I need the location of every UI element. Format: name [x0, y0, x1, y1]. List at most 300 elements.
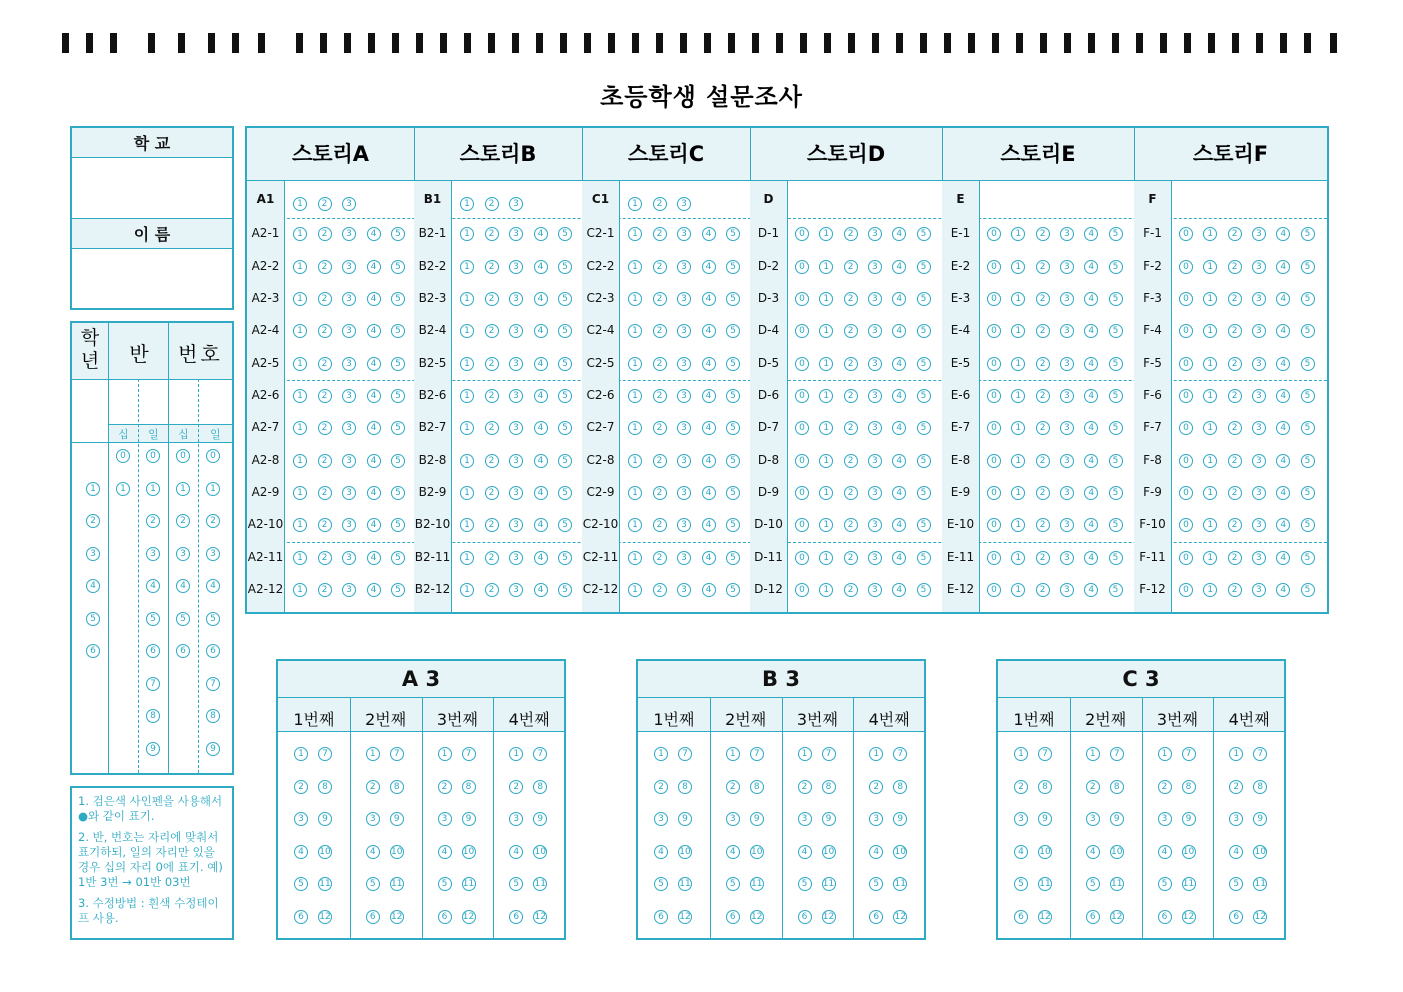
- rank-bubble[interactable]: 2: [366, 780, 380, 794]
- rank-bubble[interactable]: 7: [1182, 747, 1196, 761]
- answer-bubble[interactable]: 3: [1060, 454, 1074, 468]
- answer-bubble[interactable]: 5: [1109, 292, 1123, 306]
- answer-bubble[interactable]: 0: [987, 583, 1001, 597]
- answer-bubble[interactable]: 1: [819, 551, 833, 565]
- answer-bubble[interactable]: 1: [293, 486, 307, 500]
- answer-bubble[interactable]: 4: [1276, 583, 1290, 597]
- answer-bubble[interactable]: 2: [485, 260, 499, 274]
- answer-bubble[interactable]: 1: [819, 260, 833, 274]
- id-bubble-num-ones[interactable]: 4: [206, 579, 220, 593]
- answer-bubble[interactable]: 4: [702, 518, 716, 532]
- answer-bubble[interactable]: 3: [509, 324, 523, 338]
- rank-bubble[interactable]: 3: [1014, 812, 1028, 826]
- rank-bubble[interactable]: 10: [319, 846, 331, 857]
- rank-bubble[interactable]: 9: [1038, 812, 1052, 826]
- answer-bubble[interactable]: 2: [318, 486, 332, 500]
- rank-bubble[interactable]: 4: [869, 845, 883, 859]
- rank-bubble[interactable]: 9: [750, 812, 764, 826]
- answer-bubble[interactable]: 4: [367, 454, 381, 468]
- answer-bubble[interactable]: 1: [628, 454, 642, 468]
- rank-bubble[interactable]: 2: [438, 780, 452, 794]
- rank-bubble[interactable]: 2: [1158, 780, 1172, 794]
- rank-bubble[interactable]: 7: [1038, 747, 1052, 761]
- answer-bubble[interactable]: 1: [1203, 551, 1217, 565]
- answer-bubble[interactable]: 3: [509, 486, 523, 500]
- answer-bubble[interactable]: 3: [677, 583, 691, 597]
- answer-bubble[interactable]: 1: [460, 292, 474, 306]
- answer-bubble[interactable]: 1: [460, 551, 474, 565]
- answer-bubble[interactable]: 2: [844, 421, 858, 435]
- answer-bubble[interactable]: 2: [485, 227, 499, 241]
- rank-bubble[interactable]: 8: [678, 780, 692, 794]
- answer-bubble[interactable]: 5: [1301, 421, 1315, 435]
- answer-bubble[interactable]: 2: [844, 389, 858, 403]
- rank-bubble[interactable]: 1: [869, 747, 883, 761]
- id-bubble-num-ones[interactable]: 1: [206, 482, 220, 496]
- answer-bubble[interactable]: 4: [534, 292, 548, 306]
- answer-bubble[interactable]: 0: [1179, 357, 1193, 371]
- answer-bubble[interactable]: 3: [509, 227, 523, 241]
- answer-bubble[interactable]: 3: [868, 551, 882, 565]
- id-bubble-num-ones[interactable]: 5: [206, 612, 220, 626]
- id-bubble-num-ones[interactable]: 8: [206, 709, 220, 723]
- answer-bubble[interactable]: 5: [558, 260, 572, 274]
- answer-bubble[interactable]: 5: [391, 421, 405, 435]
- rank-bubble[interactable]: 7: [390, 747, 404, 761]
- answer-bubble[interactable]: 3: [1060, 583, 1074, 597]
- rank-bubble[interactable]: 2: [509, 780, 523, 794]
- rank-bubble[interactable]: 1: [654, 747, 668, 761]
- rank-bubble[interactable]: 10: [534, 846, 546, 857]
- id-bubble-class-ones[interactable]: 3: [146, 547, 160, 561]
- answer-bubble[interactable]: 1: [1011, 260, 1025, 274]
- answer-bubble[interactable]: 3: [677, 357, 691, 371]
- answer-bubble[interactable]: 5: [1301, 260, 1315, 274]
- answer-bubble[interactable]: 2: [485, 197, 499, 211]
- answer-bubble[interactable]: 4: [534, 357, 548, 371]
- answer-bubble[interactable]: 1: [1203, 260, 1217, 274]
- rank-bubble[interactable]: 5: [1229, 877, 1243, 891]
- answer-bubble[interactable]: 0: [795, 583, 809, 597]
- answer-bubble[interactable]: 3: [1252, 486, 1266, 500]
- answer-bubble[interactable]: 2: [653, 486, 667, 500]
- answer-bubble[interactable]: 5: [1109, 583, 1123, 597]
- answer-bubble[interactable]: 4: [892, 389, 906, 403]
- answer-bubble[interactable]: 4: [1084, 421, 1098, 435]
- rank-bubble[interactable]: 2: [1014, 780, 1028, 794]
- answer-bubble[interactable]: 1: [1011, 551, 1025, 565]
- answer-bubble[interactable]: 5: [1301, 583, 1315, 597]
- answer-bubble[interactable]: 4: [534, 389, 548, 403]
- answer-bubble[interactable]: 3: [509, 292, 523, 306]
- answer-bubble[interactable]: 3: [868, 454, 882, 468]
- answer-bubble[interactable]: 4: [892, 227, 906, 241]
- answer-bubble[interactable]: 3: [509, 551, 523, 565]
- rank-bubble[interactable]: 5: [726, 877, 740, 891]
- answer-bubble[interactable]: 2: [1036, 583, 1050, 597]
- answer-bubble[interactable]: 3: [677, 389, 691, 403]
- rank-bubble[interactable]: 7: [318, 747, 332, 761]
- rank-bubble[interactable]: 8: [1038, 780, 1052, 794]
- rank-bubble[interactable]: 11: [319, 879, 331, 889]
- rank-bubble[interactable]: 10: [822, 846, 835, 857]
- answer-bubble[interactable]: 2: [485, 292, 499, 306]
- answer-bubble[interactable]: 0: [1179, 454, 1193, 468]
- answer-bubble[interactable]: 4: [367, 357, 381, 371]
- answer-bubble[interactable]: 2: [653, 292, 667, 306]
- rank-bubble[interactable]: 12: [679, 911, 691, 922]
- answer-bubble[interactable]: 5: [1301, 324, 1315, 338]
- answer-bubble[interactable]: 5: [558, 389, 572, 403]
- rank-bubble[interactable]: 8: [893, 780, 907, 794]
- rank-bubble[interactable]: 8: [750, 780, 764, 794]
- answer-bubble[interactable]: 3: [509, 518, 523, 532]
- rank-bubble[interactable]: 6: [726, 910, 740, 924]
- answer-bubble[interactable]: 2: [1036, 292, 1050, 306]
- rank-bubble[interactable]: 1: [1014, 747, 1028, 761]
- rank-bubble[interactable]: 10: [462, 846, 475, 857]
- answer-bubble[interactable]: 1: [460, 518, 474, 532]
- answer-bubble[interactable]: 2: [1228, 551, 1242, 565]
- answer-bubble[interactable]: 4: [367, 518, 381, 532]
- answer-bubble[interactable]: 4: [1084, 583, 1098, 597]
- answer-bubble[interactable]: 1: [628, 292, 642, 306]
- rank-bubble[interactable]: 5: [1158, 877, 1172, 891]
- answer-bubble[interactable]: 4: [1084, 324, 1098, 338]
- rank-bubble[interactable]: 6: [294, 910, 308, 924]
- rank-bubble[interactable]: 12: [462, 911, 475, 922]
- answer-bubble[interactable]: 4: [367, 583, 381, 597]
- answer-bubble[interactable]: 5: [917, 486, 931, 500]
- answer-bubble[interactable]: 5: [726, 357, 740, 371]
- answer-bubble[interactable]: 3: [1060, 518, 1074, 532]
- answer-bubble[interactable]: 3: [868, 260, 882, 274]
- answer-bubble[interactable]: 4: [702, 227, 716, 241]
- answer-bubble[interactable]: 3: [342, 486, 356, 500]
- answer-bubble[interactable]: 4: [534, 260, 548, 274]
- answer-bubble[interactable]: 1: [819, 486, 833, 500]
- answer-bubble[interactable]: 3: [677, 292, 691, 306]
- answer-bubble[interactable]: 0: [1179, 421, 1193, 435]
- rank-bubble[interactable]: 8: [1182, 780, 1196, 794]
- answer-bubble[interactable]: 5: [558, 486, 572, 500]
- id-bubble-num-ones[interactable]: 7: [206, 677, 220, 691]
- answer-bubble[interactable]: 3: [1060, 421, 1074, 435]
- rank-bubble[interactable]: 4: [798, 845, 812, 859]
- answer-bubble[interactable]: 1: [460, 389, 474, 403]
- answer-bubble[interactable]: 3: [677, 421, 691, 435]
- rank-bubble[interactable]: 1: [366, 747, 380, 761]
- answer-bubble[interactable]: 4: [367, 260, 381, 274]
- rank-bubble[interactable]: 3: [366, 812, 380, 826]
- rank-bubble[interactable]: 6: [1158, 910, 1172, 924]
- rank-bubble[interactable]: 5: [509, 877, 523, 891]
- answer-bubble[interactable]: 3: [1252, 227, 1266, 241]
- answer-bubble[interactable]: 4: [1276, 486, 1290, 500]
- answer-bubble[interactable]: 3: [342, 389, 356, 403]
- answer-bubble[interactable]: 1: [628, 260, 642, 274]
- id-bubble-class-ones[interactable]: 0: [146, 449, 160, 463]
- answer-bubble[interactable]: 2: [1228, 260, 1242, 274]
- answer-bubble[interactable]: 5: [1301, 389, 1315, 403]
- answer-bubble[interactable]: 4: [702, 421, 716, 435]
- rank-bubble[interactable]: 4: [366, 845, 380, 859]
- answer-bubble[interactable]: 2: [485, 357, 499, 371]
- answer-bubble[interactable]: 5: [558, 292, 572, 306]
- answer-bubble[interactable]: 3: [868, 486, 882, 500]
- rank-bubble[interactable]: 3: [438, 812, 452, 826]
- answer-bubble[interactable]: 2: [1036, 324, 1050, 338]
- rank-bubble[interactable]: 10: [391, 846, 403, 857]
- answer-bubble[interactable]: 0: [987, 227, 1001, 241]
- answer-bubble[interactable]: 4: [1276, 227, 1290, 241]
- answer-bubble[interactable]: 2: [1036, 421, 1050, 435]
- rank-bubble[interactable]: 12: [391, 911, 403, 922]
- answer-bubble[interactable]: 5: [391, 486, 405, 500]
- answer-bubble[interactable]: 4: [1084, 389, 1098, 403]
- rank-bubble[interactable]: 2: [294, 780, 308, 794]
- answer-bubble[interactable]: 5: [391, 389, 405, 403]
- answer-bubble[interactable]: 3: [342, 260, 356, 274]
- answer-bubble[interactable]: 5: [726, 421, 740, 435]
- rank-bubble[interactable]: 3: [509, 812, 523, 826]
- answer-bubble[interactable]: 2: [1228, 324, 1242, 338]
- answer-bubble[interactable]: 1: [1011, 518, 1025, 532]
- answer-bubble[interactable]: 2: [485, 421, 499, 435]
- rank-bubble[interactable]: 10: [894, 846, 906, 857]
- answer-bubble[interactable]: 3: [1252, 551, 1266, 565]
- answer-bubble[interactable]: 0: [795, 486, 809, 500]
- answer-bubble[interactable]: 2: [1228, 454, 1242, 468]
- answer-bubble[interactable]: 1: [1203, 227, 1217, 241]
- rank-bubble[interactable]: 10: [1254, 846, 1266, 857]
- id-bubble-num-tens[interactable]: 2: [176, 514, 190, 528]
- answer-bubble[interactable]: 5: [391, 292, 405, 306]
- answer-bubble[interactable]: 1: [293, 389, 307, 403]
- answer-bubble[interactable]: 4: [702, 292, 716, 306]
- answer-bubble[interactable]: 4: [892, 486, 906, 500]
- answer-bubble[interactable]: 5: [1301, 292, 1315, 306]
- answer-bubble[interactable]: 3: [342, 454, 356, 468]
- answer-bubble[interactable]: 5: [917, 260, 931, 274]
- answer-bubble[interactable]: 2: [318, 197, 332, 211]
- rank-bubble[interactable]: 1: [1229, 747, 1243, 761]
- answer-bubble[interactable]: 5: [726, 324, 740, 338]
- answer-bubble[interactable]: 0: [795, 292, 809, 306]
- answer-bubble[interactable]: 2: [844, 227, 858, 241]
- answer-bubble[interactable]: 3: [509, 583, 523, 597]
- rank-bubble[interactable]: 11: [1254, 879, 1266, 889]
- answer-bubble[interactable]: 2: [1228, 227, 1242, 241]
- answer-bubble[interactable]: 1: [628, 227, 642, 241]
- answer-bubble[interactable]: 3: [342, 551, 356, 565]
- answer-bubble[interactable]: 5: [558, 421, 572, 435]
- rank-bubble[interactable]: 11: [679, 879, 691, 889]
- answer-bubble[interactable]: 0: [1179, 227, 1193, 241]
- rank-bubble[interactable]: 6: [654, 910, 668, 924]
- answer-bubble[interactable]: 0: [987, 389, 1001, 403]
- answer-bubble[interactable]: 4: [367, 292, 381, 306]
- answer-bubble[interactable]: 1: [819, 227, 833, 241]
- answer-bubble[interactable]: 0: [795, 324, 809, 338]
- answer-bubble[interactable]: 1: [293, 324, 307, 338]
- answer-bubble[interactable]: 5: [1301, 551, 1315, 565]
- answer-bubble[interactable]: 2: [318, 454, 332, 468]
- answer-bubble[interactable]: 2: [485, 454, 499, 468]
- answer-bubble[interactable]: 1: [293, 357, 307, 371]
- answer-bubble[interactable]: 3: [342, 583, 356, 597]
- answer-bubble[interactable]: 1: [460, 454, 474, 468]
- answer-bubble[interactable]: 3: [1060, 486, 1074, 500]
- rank-bubble[interactable]: 1: [294, 747, 308, 761]
- answer-bubble[interactable]: 5: [917, 518, 931, 532]
- answer-bubble[interactable]: 4: [534, 454, 548, 468]
- id-bubble-num-ones[interactable]: 6: [206, 644, 220, 658]
- answer-bubble[interactable]: 5: [917, 389, 931, 403]
- answer-bubble[interactable]: 2: [844, 357, 858, 371]
- answer-bubble[interactable]: 5: [1301, 227, 1315, 241]
- rank-bubble[interactable]: 1: [438, 747, 452, 761]
- answer-bubble[interactable]: 1: [1011, 421, 1025, 435]
- rank-bubble[interactable]: 12: [822, 911, 835, 922]
- answer-bubble[interactable]: 0: [1179, 324, 1193, 338]
- answer-bubble[interactable]: 1: [819, 421, 833, 435]
- answer-bubble[interactable]: 4: [534, 227, 548, 241]
- id-bubble-num-tens[interactable]: 3: [176, 547, 190, 561]
- answer-bubble[interactable]: 3: [1252, 324, 1266, 338]
- rank-bubble[interactable]: 8: [533, 780, 547, 794]
- answer-bubble[interactable]: 4: [892, 324, 906, 338]
- answer-bubble[interactable]: 1: [1011, 324, 1025, 338]
- rank-bubble[interactable]: 4: [294, 845, 308, 859]
- answer-bubble[interactable]: 1: [1011, 486, 1025, 500]
- rank-bubble[interactable]: 8: [1110, 780, 1124, 794]
- rank-bubble[interactable]: 4: [726, 845, 740, 859]
- id-bubble-num-tens[interactable]: 1: [176, 482, 190, 496]
- rank-bubble[interactable]: 3: [654, 812, 668, 826]
- answer-bubble[interactable]: 1: [460, 260, 474, 274]
- answer-bubble[interactable]: 3: [1060, 389, 1074, 403]
- rank-bubble[interactable]: 5: [1014, 877, 1028, 891]
- answer-bubble[interactable]: 1: [460, 583, 474, 597]
- rank-bubble[interactable]: 9: [1182, 812, 1196, 826]
- answer-bubble[interactable]: 2: [318, 357, 332, 371]
- answer-bubble[interactable]: 1: [460, 357, 474, 371]
- answer-bubble[interactable]: 0: [987, 454, 1001, 468]
- id-bubble-class-ones[interactable]: 4: [146, 579, 160, 593]
- rank-bubble[interactable]: 5: [438, 877, 452, 891]
- answer-bubble[interactable]: 5: [726, 518, 740, 532]
- rank-bubble[interactable]: 8: [318, 780, 332, 794]
- answer-bubble[interactable]: 4: [702, 583, 716, 597]
- answer-bubble[interactable]: 5: [391, 324, 405, 338]
- answer-bubble[interactable]: 4: [1084, 357, 1098, 371]
- answer-bubble[interactable]: 5: [917, 227, 931, 241]
- answer-bubble[interactable]: 1: [293, 227, 307, 241]
- id-bubble-grade[interactable]: 3: [86, 547, 100, 561]
- id-bubble-num-tens[interactable]: 6: [176, 644, 190, 658]
- answer-bubble[interactable]: 4: [367, 421, 381, 435]
- answer-bubble[interactable]: 1: [293, 583, 307, 597]
- id-bubble-grade[interactable]: 4: [86, 579, 100, 593]
- rank-bubble[interactable]: 9: [678, 812, 692, 826]
- answer-bubble[interactable]: 4: [367, 324, 381, 338]
- answer-bubble[interactable]: 1: [819, 583, 833, 597]
- answer-bubble[interactable]: 0: [987, 357, 1001, 371]
- id-bubble-class-tens[interactable]: 1: [116, 482, 130, 496]
- answer-bubble[interactable]: 2: [318, 324, 332, 338]
- rank-bubble[interactable]: 2: [1086, 780, 1100, 794]
- rank-bubble[interactable]: 6: [798, 910, 812, 924]
- rank-bubble[interactable]: 11: [1039, 879, 1051, 889]
- rank-bubble[interactable]: 1: [798, 747, 812, 761]
- answer-bubble[interactable]: 5: [1109, 551, 1123, 565]
- rank-bubble[interactable]: 3: [1229, 812, 1243, 826]
- answer-bubble[interactable]: 3: [677, 260, 691, 274]
- answer-bubble[interactable]: 4: [702, 486, 716, 500]
- rank-bubble[interactable]: 2: [798, 780, 812, 794]
- rank-bubble[interactable]: 6: [366, 910, 380, 924]
- answer-bubble[interactable]: 1: [819, 357, 833, 371]
- rank-bubble[interactable]: 1: [1086, 747, 1100, 761]
- rank-bubble[interactable]: 7: [893, 747, 907, 761]
- rank-bubble[interactable]: 7: [822, 747, 836, 761]
- id-bubble-num-ones[interactable]: 3: [206, 547, 220, 561]
- answer-bubble[interactable]: 2: [1228, 389, 1242, 403]
- answer-bubble[interactable]: 0: [795, 389, 809, 403]
- answer-bubble[interactable]: 3: [342, 357, 356, 371]
- rank-bubble[interactable]: 3: [1086, 812, 1100, 826]
- answer-bubble[interactable]: 1: [628, 197, 642, 211]
- answer-bubble[interactable]: 1: [1203, 389, 1217, 403]
- answer-bubble[interactable]: 5: [1109, 389, 1123, 403]
- answer-bubble[interactable]: 4: [892, 421, 906, 435]
- id-bubble-grade[interactable]: 2: [86, 514, 100, 528]
- rank-bubble[interactable]: 8: [822, 780, 836, 794]
- name-field[interactable]: [72, 249, 232, 308]
- answer-bubble[interactable]: 0: [987, 260, 1001, 274]
- answer-bubble[interactable]: 0: [795, 357, 809, 371]
- answer-bubble[interactable]: 3: [677, 454, 691, 468]
- answer-bubble[interactable]: 2: [1228, 518, 1242, 532]
- answer-bubble[interactable]: 1: [460, 324, 474, 338]
- answer-bubble[interactable]: 1: [293, 421, 307, 435]
- answer-bubble[interactable]: 2: [844, 583, 858, 597]
- answer-bubble[interactable]: 1: [628, 551, 642, 565]
- answer-bubble[interactable]: 2: [844, 518, 858, 532]
- rank-bubble[interactable]: 1: [726, 747, 740, 761]
- rank-bubble[interactable]: 6: [869, 910, 883, 924]
- answer-bubble[interactable]: 2: [653, 421, 667, 435]
- answer-bubble[interactable]: 5: [917, 421, 931, 435]
- rank-bubble[interactable]: 11: [1182, 879, 1195, 889]
- answer-bubble[interactable]: 3: [1252, 357, 1266, 371]
- answer-bubble[interactable]: 0: [1179, 583, 1193, 597]
- answer-bubble[interactable]: 3: [677, 227, 691, 241]
- answer-bubble[interactable]: 5: [558, 357, 572, 371]
- answer-bubble[interactable]: 1: [460, 197, 474, 211]
- answer-bubble[interactable]: 2: [485, 389, 499, 403]
- rank-bubble[interactable]: 11: [894, 879, 906, 889]
- rank-bubble[interactable]: 11: [462, 879, 475, 889]
- answer-bubble[interactable]: 5: [1109, 421, 1123, 435]
- answer-bubble[interactable]: 1: [1203, 324, 1217, 338]
- answer-bubble[interactable]: 4: [702, 551, 716, 565]
- answer-bubble[interactable]: 4: [1276, 518, 1290, 532]
- id-bubble-num-tens[interactable]: 5: [176, 612, 190, 626]
- answer-bubble[interactable]: 3: [677, 486, 691, 500]
- answer-bubble[interactable]: 3: [868, 518, 882, 532]
